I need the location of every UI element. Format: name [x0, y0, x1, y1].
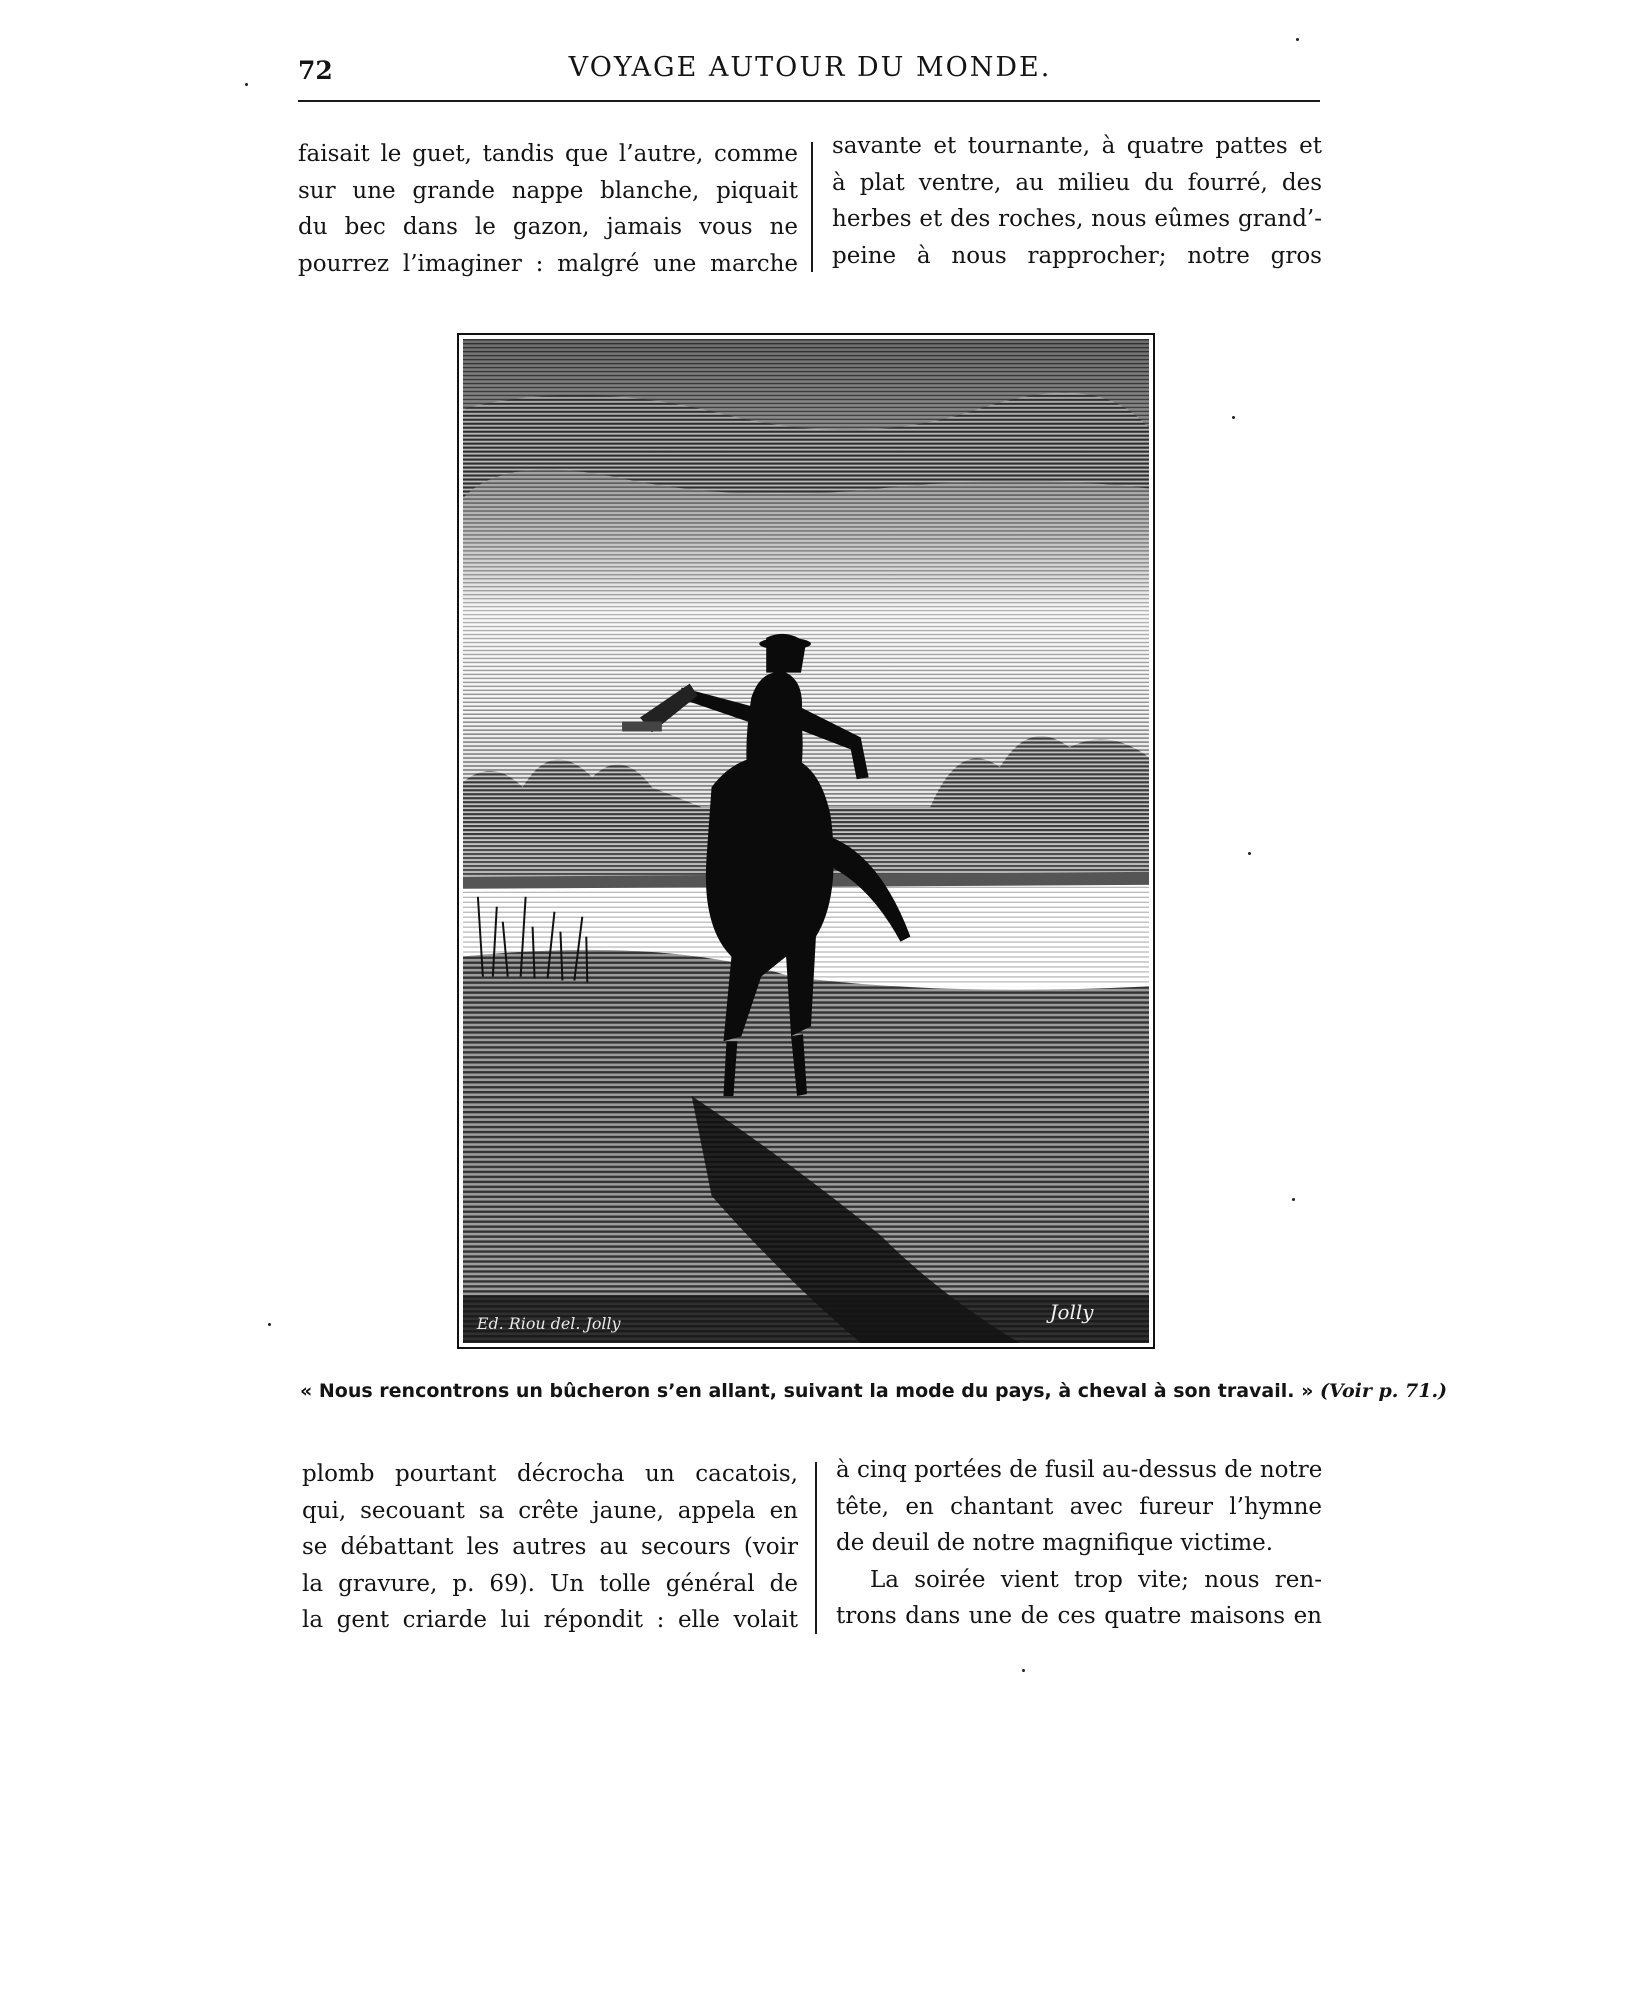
text-line: à cinq portées de fusil au-dessus de notre [836, 1457, 1323, 1483]
text-line: plomb pourtant décrocha un cacatois, [302, 1461, 798, 1487]
text-column-top-right [832, 128, 1322, 274]
text-line: la gent criarde lui répondit : elle volait [302, 1607, 798, 1633]
header-rule [298, 100, 1320, 102]
engraving-signature-left: Ed. Riou del. Jolly [476, 1314, 621, 1334]
scan-speck [245, 83, 248, 86]
column-divider-top [811, 142, 813, 272]
text-line: à plat ventre, au milieu du fourré, des [832, 169, 1322, 196]
text-line: qui, secouant sa crête jaune, appela en [302, 1497, 798, 1524]
text-line: peine à nous rapprocher; notre gros [832, 242, 1322, 269]
text-line: sur une grande nappe blanche, piquait [298, 177, 798, 204]
caption-text: « Nous rencontrons un bûcheron s’en allant, suivant la mode du pays, à cheval à son travail. » [300, 1380, 1314, 1402]
text-line: trons dans une de ces quatre maisons en [836, 1603, 1322, 1629]
figure-caption [300, 1380, 1448, 1402]
text-line: tête, en chantant avec fureur l’hymne [836, 1493, 1322, 1520]
caption-reference: (Voir p. 71.) [1319, 1380, 1448, 1402]
column-divider-bottom [815, 1462, 817, 1634]
scan-speck [268, 1323, 271, 1326]
scan-speck [1232, 416, 1235, 419]
engraving-signature-right: Jolly [1049, 1301, 1094, 1325]
engraving-illustration [457, 333, 1155, 1349]
scan-speck [1248, 852, 1251, 855]
text-line: la gravure, p. 69). Un tolle général de [302, 1570, 798, 1597]
text-column-top-left [298, 136, 798, 282]
text-column-bottom-right [836, 1452, 1322, 1635]
text-line: savante et tournante, à quatre pattes et [832, 133, 1322, 159]
text-line: herbes et des roches, nous eûmes grand’- [832, 206, 1322, 232]
running-title: VOYAGE AUTOUR DU MONDE. [568, 52, 1052, 83]
text-line: de deuil de notre magnifique victime. [836, 1530, 1274, 1556]
scan-speck [1296, 38, 1299, 41]
text-line: La soirée vient trop vite; nous ren- [870, 1566, 1322, 1593]
text-line: se débattant les autres au secours (voir [302, 1534, 798, 1560]
text-line: faisait le guet, tandis que l’autre, comme [298, 141, 798, 167]
scan-speck [1292, 1198, 1295, 1201]
text-column-bottom-left [302, 1456, 798, 1639]
page-number: 72 [298, 56, 333, 85]
text-line: pourrez l’imaginer : malgré une marche [298, 250, 798, 277]
scan-speck [1022, 1669, 1025, 1672]
text-line: du bec dans le gazon, jamais vous ne [298, 214, 798, 240]
engraving-rider-on-horse [463, 339, 1149, 1343]
